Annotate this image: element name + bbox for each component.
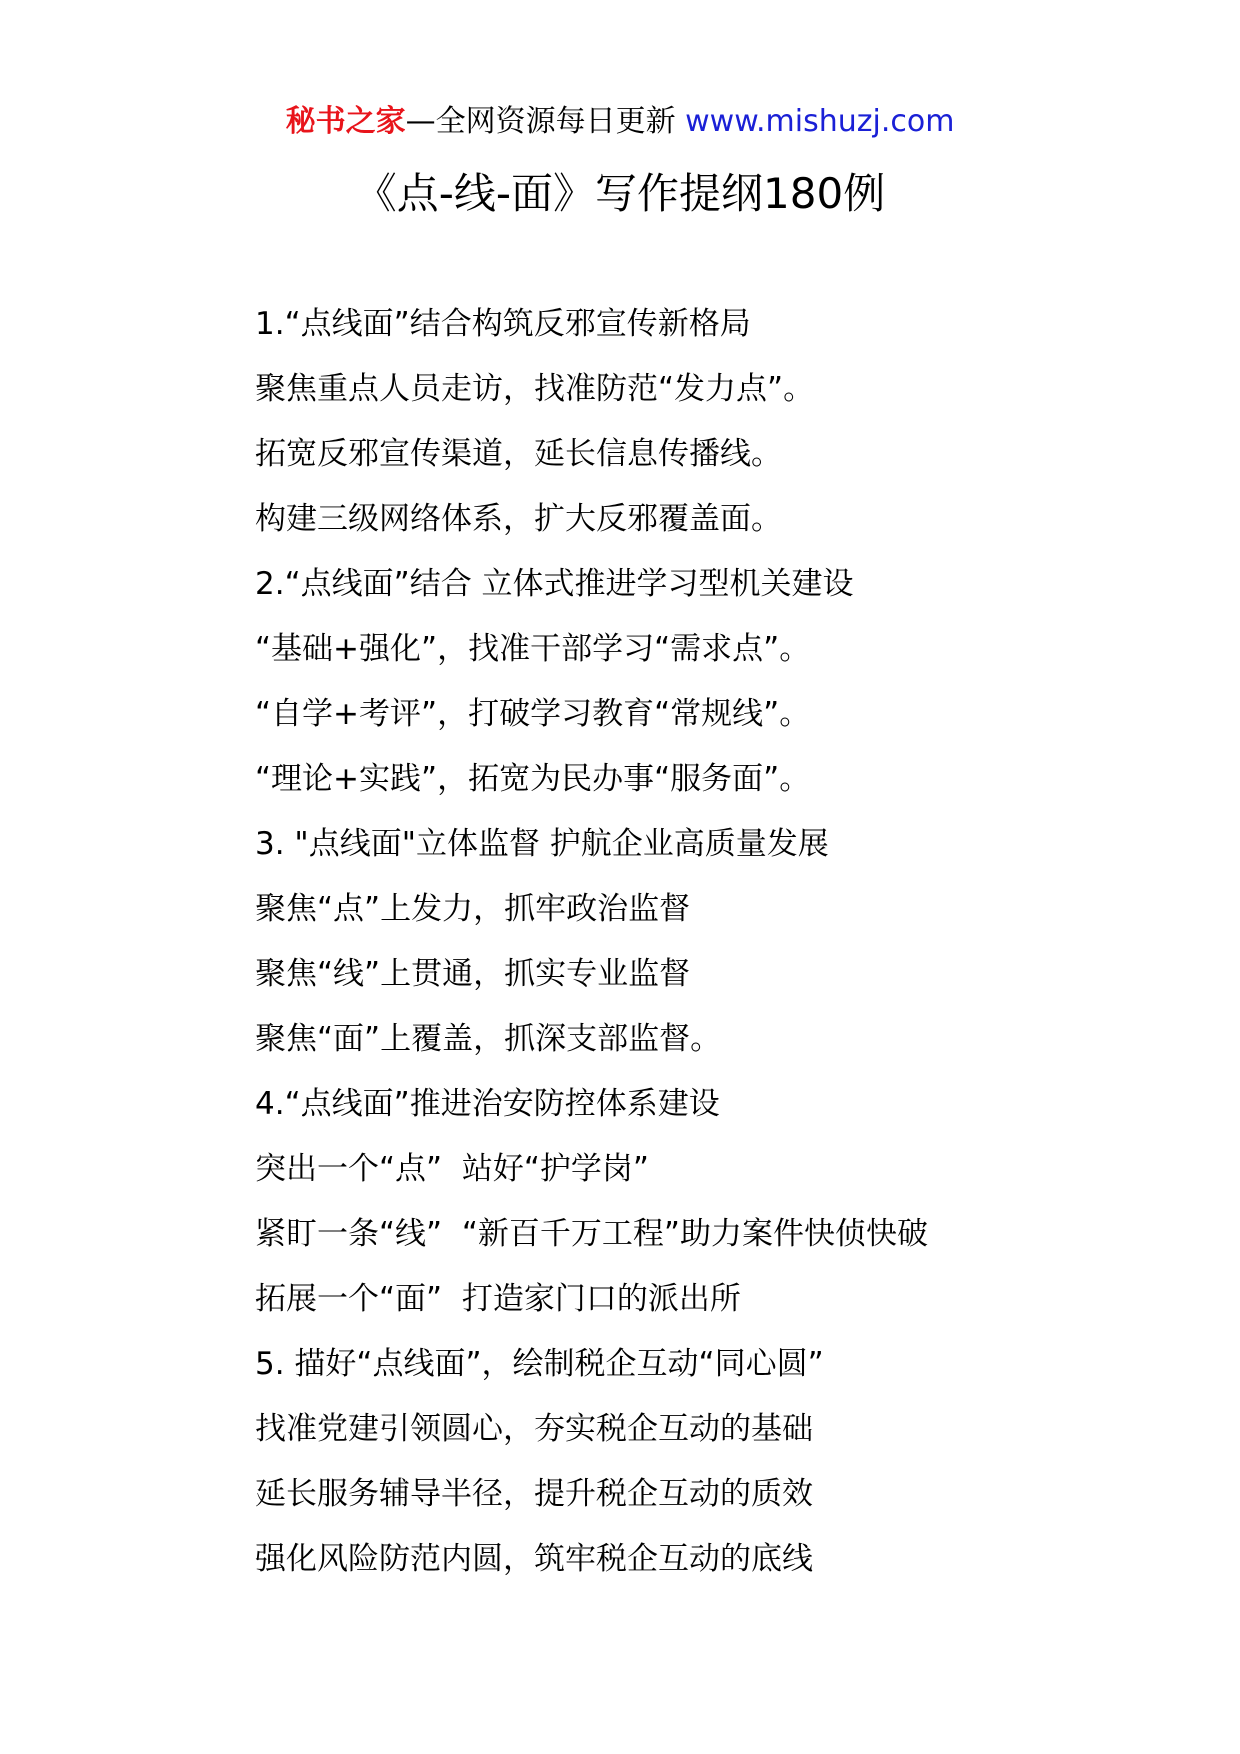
outline-line: 拓宽反邪宣传渠道，延长信息传播线。: [255, 436, 782, 472]
outline-line: 聚焦“面”上覆盖，抓深支部监督。: [255, 1021, 722, 1057]
outline-list: [255, 292, 1215, 1592]
site-header: [0, 100, 1240, 144]
outline-line: 1.“点线面”结合构筑反邪宣传新格局: [255, 306, 751, 342]
outline-line: 紧盯一条“线” “新百千万工程”助力案件快侦快破: [255, 1216, 928, 1252]
brand-name: 秘书之家: [285, 104, 406, 139]
outline-line: 聚焦“线”上贯通，抓实专业监督: [255, 956, 691, 992]
outline-line: 构建三级网络体系，扩大反邪覆盖面。: [255, 501, 782, 537]
document-title: 《点-线-面》写作提纲180例: [354, 169, 886, 218]
outline-line: 5. 描好“点线面”，绘制税企互动“同心圆”: [255, 1346, 824, 1382]
outline-line: 突出一个“点” 站好“护学岗”: [255, 1151, 649, 1187]
outline-line: 聚焦重点人员走访，找准防范“发力点”。: [255, 371, 815, 407]
outline-line: “基础+强化”，找准干部学习“需求点”。: [255, 631, 811, 667]
outline-line: 找准党建引领圆心，夯实税企互动的基础: [255, 1411, 813, 1447]
outline-line: “理论+实践”，拓宽为民办事“服务面”。: [255, 761, 811, 797]
outline-line: 3. "点线面"立体监督 护航企业高质量发展: [255, 826, 829, 862]
header-tagline: —全网资源每日更新: [405, 104, 676, 139]
outline-line: 2.“点线面”结合 立体式推进学习型机关建设: [255, 566, 854, 602]
outline-line: 延长服务辅导半径，提升税企互动的质效: [255, 1476, 813, 1512]
outline-line: 强化风险防范内圆，筑牢税企互动的底线: [255, 1541, 813, 1577]
outline-line: 聚焦“点”上发力，抓牢政治监督: [255, 891, 691, 927]
outline-line: 拓展一个“面” 打造家门口的派出所: [255, 1281, 741, 1317]
site-url-link[interactable]: www.mishuzj.com: [685, 104, 955, 139]
outline-line: “自学+考评”，打破学习教育“常规线”。: [255, 696, 811, 732]
outline-line: 4.“点线面”推进治安防控体系建设: [255, 1086, 720, 1122]
